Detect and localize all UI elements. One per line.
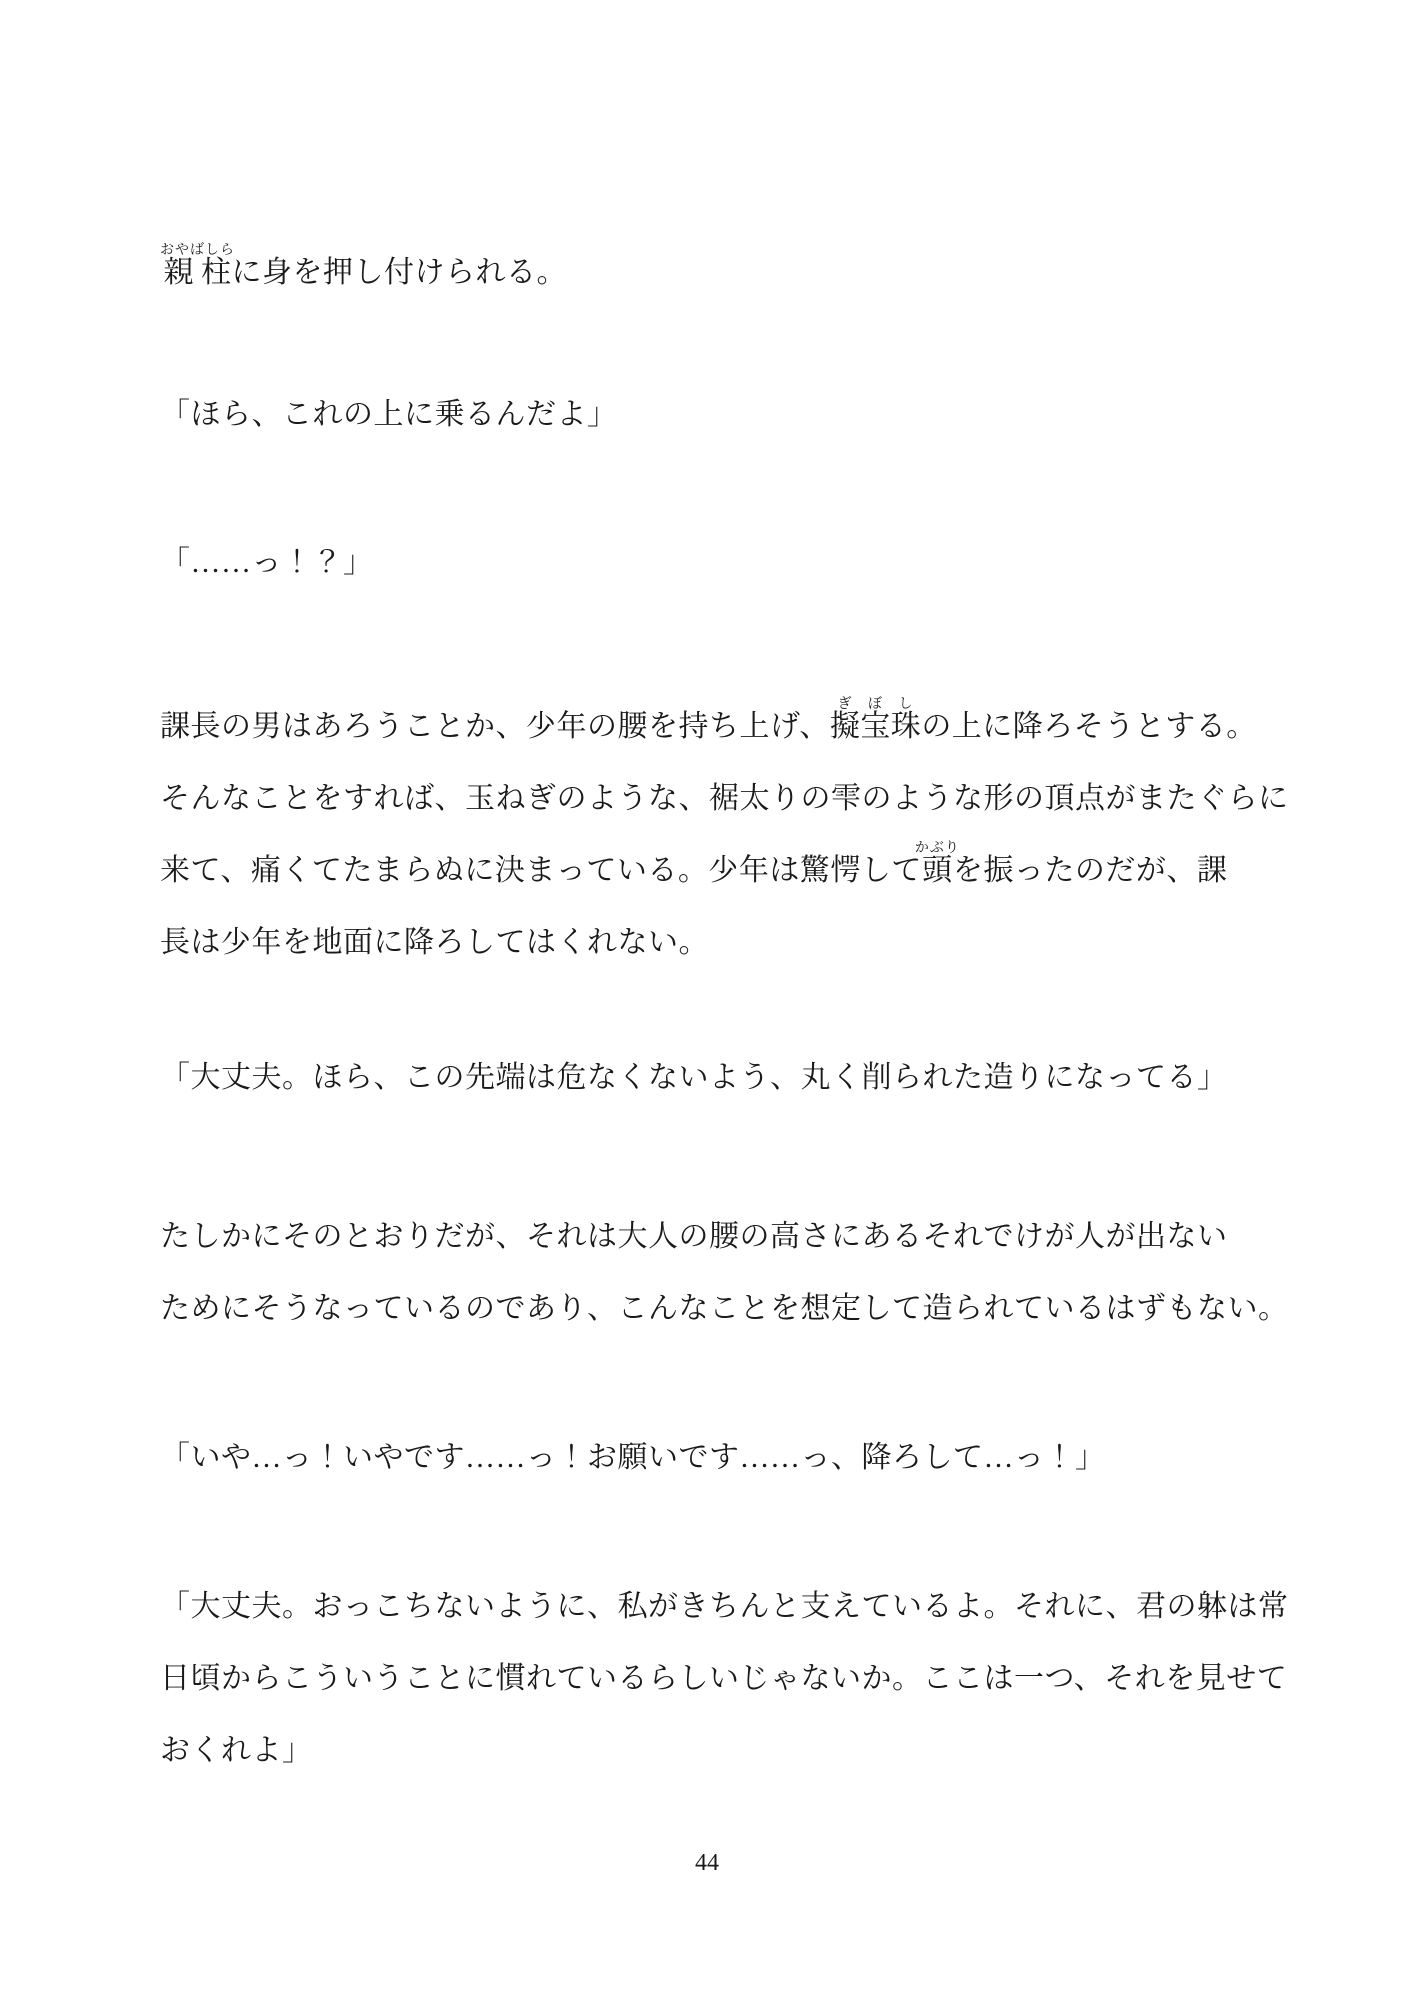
text-line <box>160 907 1272 979</box>
text-line <box>160 763 1289 835</box>
text-segment: 課長の男はあろうことか、少年の腰を持ち上げ、 <box>160 710 830 743</box>
text-line <box>160 835 1272 907</box>
text-segment: 「……っ！？」 <box>160 546 374 579</box>
text-segment: おくれよ」 <box>160 1734 313 1767</box>
text-segment: の上に降ろそうとする。 <box>921 710 1257 743</box>
ruby-word: 頭かぶり <box>914 841 960 887</box>
text-line <box>160 237 1272 309</box>
text-segment: に身を押し付けられる。 <box>231 256 567 289</box>
text-segment: 長は少年を地面に降ろしてはくれない。 <box>160 926 709 959</box>
text-segment: そんなことをすれば、玉ねぎのような、裾太りの雫のような形の頂点がまたぐらに <box>160 782 1289 815</box>
text-line <box>160 1643 1288 1715</box>
text-segment: たしかにそのとおりだが、それは大人の腰の高さにあるそれでけが人が出ない <box>160 1220 1228 1253</box>
text-segment: 「大丈夫。おっこちないように、私がきちんと支えているよ。それに、君の躰は常 <box>160 1590 1289 1623</box>
page-number: 44 <box>695 1850 719 1876</box>
text-line <box>160 1201 1272 1273</box>
text-line <box>160 379 1272 451</box>
paragraph <box>160 1042 1272 1114</box>
paragraph <box>160 379 1272 451</box>
text-segment: を振ったのだが、課 <box>952 854 1228 887</box>
furigana: おやばしら <box>160 243 235 258</box>
paragraph <box>160 1571 1289 1787</box>
text-line <box>160 1273 1289 1345</box>
paragraph <box>160 1422 1272 1494</box>
ruby-word: 親柱おやばしら <box>160 243 235 289</box>
paragraph <box>160 691 1289 979</box>
ruby-word: 擬宝珠ぎぼし <box>829 697 922 743</box>
text-segment: 「ほら、これの上に乗るんだよ」 <box>160 398 618 431</box>
text-line <box>160 1715 1272 1787</box>
text-line <box>160 1422 1272 1494</box>
text-segment: 来て、痛くてたまらぬに決まっている。少年は驚愕して <box>160 854 922 887</box>
furigana: かぶり <box>914 841 960 856</box>
paragraph <box>160 237 1272 309</box>
text-segment: 日頃からこういうことに慣れているらしいじゃないか。ここは一つ、それを見せて <box>160 1662 1288 1695</box>
paragraph <box>160 527 1272 599</box>
text-line <box>160 1042 1272 1114</box>
paragraph <box>160 1201 1289 1345</box>
text-segment: 「大丈夫。ほら、この先端は危なくないよう、丸く削られた造りになってる」 <box>160 1061 1228 1094</box>
text-line <box>160 691 1272 763</box>
text-line <box>160 527 1272 599</box>
furigana: ぎぼし <box>829 697 922 712</box>
text-segment: 「いや…っ！いやです……っ！お願いです……っ、降ろして…っ！」 <box>160 1441 1106 1474</box>
text-line <box>160 1571 1289 1643</box>
text-segment: ためにそうなっているのであり、こんなことを想定して造られているはずもない。 <box>160 1292 1289 1325</box>
